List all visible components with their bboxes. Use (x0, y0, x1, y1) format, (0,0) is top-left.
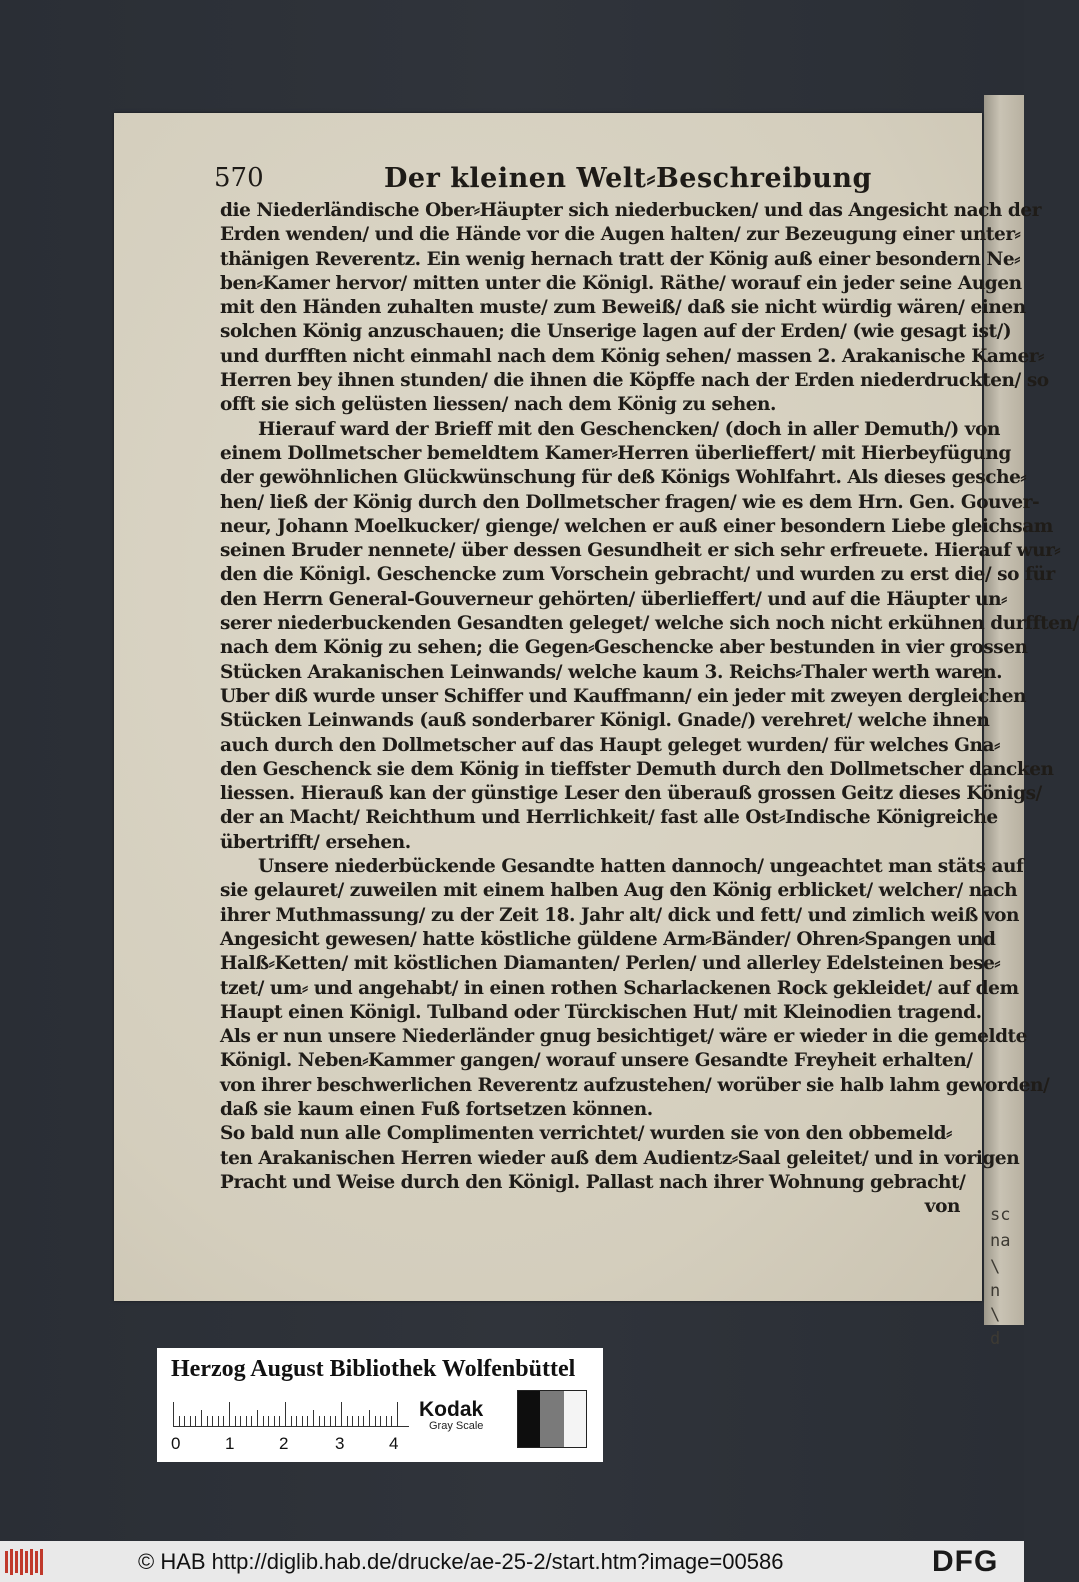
text-line-content: sie gelauret/ zuweilen mit einem halben Aug den König erblicket/ welcher/ nach (220, 880, 1018, 902)
text-line-content: ben⸗Kamer hervor/ mitten unter die Königl. Räthe/ worauf ein jeder seine Augen (220, 272, 1022, 294)
next-page-fragment: na (990, 1231, 1011, 1251)
text-line-content: hen/ ließ der König durch den Dollmetscher fragen/ wie es dem Hrn. Gen. Gouver- (220, 491, 1040, 513)
text-line-content: Königl. Neben⸗Kammer gangen/ worauf unsere Gesandte Freyheit erhalten/ (220, 1050, 973, 1072)
ruler-tick (291, 1416, 292, 1426)
ruler-tick (335, 1416, 336, 1426)
scale-number: 2 (279, 1434, 289, 1453)
text-line-content: von ihrer beschwerlichen Reverentz aufzustehen/ worüber sie halb lahm geworden/ (220, 1074, 1050, 1096)
ruler-tick (218, 1416, 219, 1426)
text-line-content: auch durch den Dollmetscher auf das Haupt geleget wurden/ für welches Gna⸗ (220, 734, 1000, 756)
next-page-fragment: n (990, 1281, 1001, 1301)
text-line (220, 855, 1024, 879)
footer-bar (0, 1541, 1024, 1582)
footer-copyright-link[interactable]: © HAB http://diglib.hab.de/drucke/ae-25-2/start.htm?image=00586 (138, 1549, 784, 1574)
ruler-scale (173, 1402, 409, 1427)
text-line (220, 636, 1028, 660)
text-line-content: seinen Bruder nennete/ über dessen Gesundheit er sich sehr erfreuete. Hierauf wur⸗ (220, 540, 1061, 562)
text-line-content: ihrer Muthmassung/ zu der Zeit 18. Jahr alt/ dick und fett/ und zimlich weiß von (220, 904, 1020, 926)
ruler-tick (195, 1416, 196, 1426)
text-line-content: übertrifft/ ersehen. (220, 831, 411, 853)
text-line (220, 272, 1022, 296)
text-line: von (924, 1196, 960, 1218)
text-line (220, 563, 1055, 587)
text-line (220, 831, 960, 855)
ruler-tick (279, 1416, 280, 1426)
ruler-tick (274, 1416, 275, 1426)
ruler-tick (190, 1416, 191, 1426)
ruler-tick (380, 1416, 381, 1426)
library-label: Herzog August Bibliothek Wolfenbüttel (171, 1356, 576, 1382)
text-line (220, 1025, 1027, 1049)
text-line (220, 904, 1020, 928)
text-line (220, 1049, 973, 1073)
text-line-content: den Geschenck sie dem König in tieffster Demuth durch den Dollmetscher dancken (220, 758, 1054, 780)
text-line (220, 1001, 982, 1025)
text-line-content: Erden wenden/ und die Hände vor die Augen halten/ zur Bezeugung einer unter⸗ (220, 224, 1021, 246)
text-line-content: und durfften nicht einmahl nach dem König sehen/ massen 2. Arakanische Kamer⸗ (220, 345, 1044, 367)
text-line-content: den die Königl. Geschencke zum Vorschein gebracht/ und wurden zu erst die/ so für (220, 564, 1055, 586)
text-line (220, 1122, 960, 1146)
text-line-content: nach dem König zu sehen; die Gegen⸗Geschencke aber bestunden in vier grossen (220, 637, 1028, 659)
ruler-tick (212, 1416, 213, 1426)
next-page-fragment: \ (990, 1257, 1001, 1277)
text-line-content: Stücken Leinwands (auß sonderbarer Königl. Gnade/) verehret/ welche ihnen (220, 710, 990, 732)
white-patch (564, 1391, 586, 1447)
text-line-content: der gewöhnlichen Glückwünschung für deß Königs Wohlfahrt. Als dieses gesche⸗ (220, 467, 1027, 489)
text-line (220, 758, 1054, 782)
kodak-logo: Kodak (419, 1398, 484, 1421)
text-line (220, 685, 1027, 709)
text-line (220, 588, 1007, 612)
text-line-content: den Herrn General-Gouverneur gehörten/ überlieffert/ und auf die Häupter un⸗ (220, 588, 1007, 610)
text-line (220, 612, 1079, 636)
scale-number: 3 (335, 1434, 345, 1453)
text-line (220, 248, 1020, 272)
ruler-tick (257, 1410, 258, 1426)
text-line (220, 1074, 1050, 1098)
ruler-tick (240, 1416, 241, 1426)
text-line (220, 952, 1001, 976)
ruler-tick (307, 1416, 308, 1426)
text-line (220, 709, 990, 733)
ruler-tick (397, 1402, 398, 1426)
body-text (220, 199, 1079, 1219)
text-line-content: Hierauf ward der Brieff mit den Geschencken/ (doch in aller Demuth/) von (258, 418, 1000, 440)
scale-number: 4 (389, 1434, 399, 1453)
ruler-tick (386, 1416, 387, 1426)
ruler-tick (263, 1416, 264, 1426)
text-line (220, 199, 1042, 223)
ruler-tick (184, 1416, 185, 1426)
ruler-tick (330, 1416, 331, 1426)
black-patch (518, 1391, 540, 1447)
page-number: 570 (214, 163, 264, 193)
text-line (220, 466, 1027, 490)
ruler-tick (363, 1416, 364, 1426)
text-line-content: Angesicht gewesen/ hatte köstliche güldene Arm⸗Bänder/ Ohren⸗Spangen und (220, 928, 996, 950)
ruler-tick (296, 1416, 297, 1426)
ruler-tick (173, 1402, 174, 1426)
ruler-tick (375, 1416, 376, 1426)
text-line (220, 1098, 960, 1122)
ruler-tick (285, 1402, 286, 1426)
text-line-content: offt sie sich gelüsten liessen/ nach dem König zu sehen. (220, 394, 777, 416)
ruler-tick (341, 1402, 342, 1426)
text-line (220, 734, 1000, 758)
text-line-content: Halß⸗Ketten/ mit köstlichen Diamanten/ Perlen/ und allerley Edelsteinen bese⸗ (220, 953, 1001, 975)
ruler-tick (324, 1416, 325, 1426)
text-line-content: mit den Händen zuhalten muste/ zum Beweiß/ daß sie nicht würdig wären/ einen (220, 297, 1026, 319)
text-line-content: der an Macht/ Reichthum und Herrlichkeit/ fast alle Ost⸗Indische Königreiche (220, 807, 998, 829)
gray-patch (540, 1391, 564, 1447)
dfg-logo: DFG (932, 1545, 999, 1578)
text-line (220, 977, 1019, 1001)
gray-patches (517, 1390, 587, 1448)
ruler-tick (268, 1416, 269, 1426)
text-line (220, 345, 1044, 369)
text-line (220, 442, 1011, 466)
ruler-tick (358, 1416, 359, 1426)
next-page-fragment: sc (990, 1205, 1011, 1225)
ruler-tick (369, 1410, 370, 1426)
ruler-tick (246, 1416, 247, 1426)
ruler-tick (391, 1416, 392, 1426)
ruler-tick (235, 1416, 236, 1426)
text-line (220, 296, 1026, 320)
text-line-content: Uber diß wurde unser Schiffer und Kauffmann/ ein jeder mit zweyen dergleichen (220, 685, 1027, 707)
text-line (220, 782, 1042, 806)
text-line (220, 806, 998, 830)
text-line-content: die Niederländische Ober⸗Häupter sich niederbucken/ und das Angesicht nach der (220, 200, 1042, 221)
scale-number: 0 (171, 1434, 181, 1453)
text-line (220, 1171, 966, 1195)
ruler-tick (201, 1410, 202, 1426)
text-line-content: liessen. Hierauß kan der günstige Leser den überauß grossen Geitz dieses Königs/ (220, 783, 1042, 805)
color-checker-card (157, 1348, 603, 1462)
text-line-content: So bald nun alle Complimenten verrichtet/ wurden sie von den obbemeld⸗ (220, 1123, 952, 1145)
text-line (220, 661, 1003, 685)
ruler-tick (251, 1416, 252, 1426)
next-page-fragment: d (990, 1329, 1001, 1349)
text-line-content: Pracht und Weise durch den Königl. Pallast nach ihrer Wohnung gebracht/ (220, 1171, 966, 1193)
ruler-tick (352, 1416, 353, 1426)
ruler-tick (179, 1416, 180, 1426)
text-line-content: ten Arakanischen Herren wieder auß dem Audientz⸗Saal geleitet/ und in vorigen (220, 1147, 1020, 1169)
text-line-content: Unsere niederbückende Gesandte hatten dannoch/ ungeachtet man stäts auf (258, 856, 1024, 878)
ruler-tick (313, 1410, 314, 1426)
text-line-content: einem Dollmetscher bemeldtem Kamer⸗Herren überlieffert/ mit Hierbeyfügung (220, 442, 1011, 464)
running-title: Der kleinen Welt⸗Beschreibung (384, 163, 872, 194)
text-line-content: Herren bey ihnen stunden/ die ihnen die Köpffe nach der Erden niederdruckten/ so (220, 370, 1049, 392)
text-line-content: thänigen Reverentz. Ein wenig hernach tratt der König auß einer besondern Ne⸗ (220, 248, 1020, 270)
ruler-tick (223, 1416, 224, 1426)
text-line (220, 491, 1040, 515)
scale-number: 1 (225, 1434, 235, 1453)
text-line (220, 393, 960, 417)
text-line-content: Stücken Arakanischen Leinwands/ welche kaum 3. Reichs⸗Thaler werth waren. (220, 661, 1003, 683)
ruler-tick (229, 1402, 230, 1426)
text-line (220, 879, 1018, 903)
text-line-content: Als er nun unsere Niederländer gnug besichtiget/ wäre er wieder in die gemeldte (220, 1026, 1027, 1048)
text-line (220, 539, 1061, 563)
ruler-tick (302, 1416, 303, 1426)
book-page (114, 113, 1079, 1301)
text-line (220, 223, 1021, 247)
text-line (220, 369, 1049, 393)
page-header (214, 163, 974, 199)
next-page-fragment: \ (990, 1305, 1001, 1325)
text-line-content: daß sie kaum einen Fuß fortsetzen können. (220, 1098, 653, 1120)
text-line (220, 928, 996, 952)
text-line (220, 1147, 1020, 1171)
hab-logo-icon (4, 1547, 48, 1577)
text-line-content: tzet/ um⸗ und angehabt/ in einen rothen Scharlackenen Rock gekleidet/ auf dem (220, 977, 1019, 999)
ruler-tick (319, 1416, 320, 1426)
text-line-content: serer niederbuckenden Gesandten geleget/ welche sich noch nicht erkühnen durfften/ (220, 613, 1079, 635)
text-line (220, 418, 1000, 442)
text-line-content: Haupt einen Königl. Tulband oder Türckischen Hut/ mit Kleinodien tragend. (220, 1001, 982, 1023)
text-line-content: solchen König anzuschauen; die Unserige lagen auf der Erden/ (wie gesagt ist/) (220, 321, 1012, 343)
text-line (220, 515, 1053, 539)
grayscale-label: Gray Scale (429, 1420, 484, 1432)
ruler-tick (207, 1416, 208, 1426)
ruler-tick (347, 1416, 348, 1426)
text-line-content: neur, Johann Moelkucker/ gienge/ welchen er auß einer besondern Liebe gleichsam (220, 515, 1053, 537)
text-line (220, 320, 1012, 344)
